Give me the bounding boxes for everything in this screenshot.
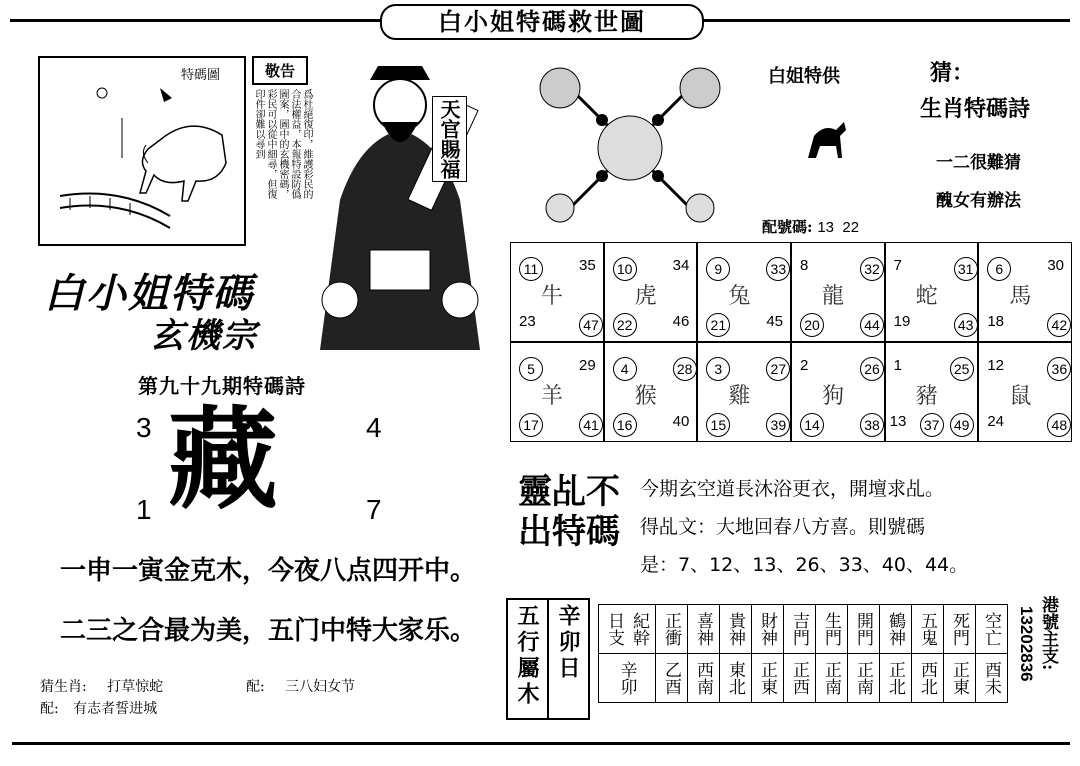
zodiac-number: 41 [579, 413, 603, 437]
zodiac-cell [791, 242, 885, 342]
logo-line1: 白小姐特碼 [44, 271, 254, 317]
almanac-header-cell: 喜神 [688, 605, 720, 654]
zodiac-animal-label: 牛 [541, 284, 564, 309]
notice-text: 爲杜絕復印，維護彩民的合法權益，本報特設防僞圖案，圖中的玄機密碼，彩民可以從中細尋，但復印件卻難以尋到 [253, 89, 312, 199]
almanac-table-wrapper [598, 604, 1008, 703]
almanac-header-cell: 開門 [848, 605, 880, 654]
almanac-value-cell: 正南 [816, 654, 848, 703]
zodiac-cell [604, 342, 698, 442]
zodiac-number: 14 [800, 413, 824, 437]
zodiac-number: 35 [579, 257, 596, 274]
zodiac-number: 19 [893, 313, 911, 330]
almanac-header-cell: 五鬼 [912, 605, 944, 654]
hk-number-label: 港號主支: [1038, 596, 1058, 671]
zodiac-number: 4 [613, 357, 637, 381]
almanac-header-cell: 紀幹日支 [599, 605, 656, 654]
zodiac-number: 40 [672, 413, 690, 430]
zodiac-number: 5 [519, 357, 543, 381]
zodiac-cell [510, 242, 604, 342]
god-banner: 天官賜福 [432, 96, 467, 182]
zodiac-number: 44 [860, 313, 884, 337]
top-banner [0, 0, 1080, 40]
almanac-header-cell: 鶴神 [880, 605, 912, 654]
zodiac-animal-label: 鼠 [1009, 384, 1032, 409]
pairing-row [762, 216, 859, 237]
zodiac-number: 36 [1047, 357, 1071, 381]
almanac-value-cell: 正東 [944, 654, 976, 703]
guess-value: 打草惊蛇 [107, 679, 164, 695]
zodiac-number: 7 [893, 257, 902, 274]
almanac-value-cell: 西南 [688, 654, 720, 703]
almanac-header-cell: 生門 [816, 605, 848, 654]
notice-title: 敬告 [252, 56, 308, 85]
zodiac-cell [697, 342, 791, 442]
zodiac-animal-label: 虎 [634, 284, 657, 309]
hk-number-value: 13202836 [1017, 606, 1036, 682]
almanac-header-cell: 貴神 [720, 605, 752, 654]
zodiac-number: 16 [613, 413, 637, 437]
zodiac-cell [791, 342, 885, 442]
zodiac-cell [885, 342, 979, 442]
zodiac-animal-label: 羊 [541, 384, 564, 409]
big-character: 藏 [168, 396, 278, 524]
zodiac-number: 46 [672, 313, 690, 330]
almanac-value-cell: 乙酉 [656, 654, 688, 703]
almanac-value-cell: 正西 [784, 654, 816, 703]
god-of-fortune-illustration [300, 60, 500, 350]
zodiac-animal-label: 兔 [728, 284, 751, 309]
zodiac-poem-title: 生肖特碼詩 [920, 97, 1031, 122]
zodiac-number: 23 [519, 313, 536, 330]
almanac-table [598, 604, 1008, 703]
banner-rule-right [700, 19, 1070, 22]
almanac-value-row [599, 654, 1008, 703]
guess-label: 猜生肖: [40, 679, 87, 695]
map-drawing [40, 58, 244, 244]
zodiac-cell [978, 342, 1072, 442]
zodiac-number: 17 [519, 413, 543, 437]
zodiac-animal-label: 雞 [728, 384, 751, 409]
zodiac-number: 45 [766, 313, 784, 330]
zodiac-number: 37 [920, 413, 944, 437]
zodiac-number: 33 [766, 257, 790, 281]
almanac-header-cell: 空亡 [976, 605, 1008, 654]
poem-title: 第九十九期特碼詩 [138, 374, 306, 398]
zodiac-moons-diagram [530, 58, 730, 228]
zodiac-cell [885, 242, 979, 342]
logo-line2: 玄機宗 [150, 316, 258, 356]
zodiac-number: 21 [706, 313, 730, 337]
zodiac-cell [604, 242, 698, 342]
zodiac-poem-line-1: 一二很難猜 [936, 153, 1021, 173]
zodiac-number: 12 [987, 357, 1005, 374]
zodiac-animal-label: 蛇 [915, 284, 938, 309]
corner-num-tl: 3 [136, 412, 152, 443]
oracle-line-2: 得乩文：大地回春八方喜。則號碼 [640, 516, 926, 538]
zodiac-cell [697, 242, 791, 342]
pairing-label: 配號碼: [762, 218, 813, 236]
zodiac-number: 32 [860, 257, 884, 281]
zodiac-number: 2 [800, 357, 809, 374]
day-stem-text: 辛卯日 [555, 604, 581, 682]
oracle-line-1: 今期玄空道長沐浴更衣，開壇求乩。 [640, 478, 945, 500]
zodiac-number: 20 [800, 313, 824, 337]
five-elements-box [506, 598, 590, 720]
zodiac-number: 47 [579, 313, 603, 337]
zodiac-number: 22 [613, 313, 637, 337]
zodiac-number: 15 [706, 413, 730, 437]
pair-label-2: 配: [40, 701, 59, 717]
zodiac-cell [978, 242, 1072, 342]
almanac-value-cell: 正東 [752, 654, 784, 703]
almanac-value-cell: 正南 [848, 654, 880, 703]
zodiac-number: 13 [889, 413, 907, 430]
map-label: 特碼圖 [180, 68, 220, 83]
zodiac-number: 9 [706, 257, 730, 281]
zodiac-number: 43 [954, 313, 978, 337]
zodiac-poem-line-2: 醜女有辦法 [936, 191, 1021, 211]
zodiac-number: 24 [987, 413, 1005, 430]
zodiac-animal-label: 豬 [915, 384, 938, 409]
zodiac-number: 49 [950, 413, 974, 437]
pair-row-1 [246, 676, 355, 696]
pair-label-1: 配: [246, 679, 265, 695]
special-map [38, 56, 246, 246]
corner-num-tr: 4 [366, 412, 382, 443]
corner-num-bl: 1 [136, 494, 152, 525]
almanac-header-cell: 正衝 [656, 605, 688, 654]
pair-value-1: 三八妇女节 [285, 679, 356, 695]
bottom-rule [12, 742, 1070, 745]
almanac-value-cell: 正北 [880, 654, 912, 703]
zodiac-number: 39 [766, 413, 790, 437]
horse-icon [800, 118, 850, 168]
almanac-value-cell: 西北 [912, 654, 944, 703]
zodiac-number: 27 [766, 357, 790, 381]
zodiac-number: 18 [987, 313, 1005, 330]
oracle-line-3: 是：7、12、13、26、33、40、44。 [640, 554, 969, 576]
zodiac-number: 6 [987, 257, 1011, 281]
almanac-header-cell: 吉門 [784, 605, 816, 654]
pair-value-2: 有志者誓进城 [73, 701, 158, 717]
zodiac-number: 48 [1047, 413, 1071, 437]
poem-line-1: 一申一寅金克木，今夜八点四开中。 [60, 556, 477, 586]
poem-line-2: 二三之合最为美，五门中特大家乐。 [60, 616, 477, 646]
almanac-value-cell: 東北 [720, 654, 752, 703]
zodiac-number: 8 [800, 257, 809, 274]
zodiac-cell [510, 342, 604, 442]
zodiac-number-grid [510, 242, 1072, 442]
pairing-values: 13 22 [817, 219, 860, 236]
almanac-header-cell: 死門 [944, 605, 976, 654]
banner-title: 白小姐特碼救世圖 [380, 4, 704, 40]
zodiac-number: 25 [950, 357, 974, 381]
zodiac-number: 42 [1047, 313, 1071, 337]
zodiac-animal-label: 猴 [634, 384, 657, 409]
supply-label: 白姐特供 [768, 66, 840, 87]
banner-rule-left [10, 19, 380, 22]
zodiac-number: 1 [893, 357, 902, 374]
zodiac-number: 28 [673, 357, 697, 381]
almanac-header-row [599, 605, 1008, 654]
guess-row [40, 676, 163, 696]
pair-row-2 [40, 698, 157, 718]
zodiac-animal-label: 龍 [822, 284, 845, 309]
zodiac-animal-label: 馬 [1009, 284, 1032, 309]
zodiac-number: 26 [860, 357, 884, 381]
zodiac-number: 38 [860, 413, 884, 437]
almanac-value-cell: 辛卯 [599, 654, 656, 703]
five-elements-text: 五行屬木 [508, 600, 549, 718]
oracle-logo: 靈乩不出特碼 [518, 472, 620, 552]
corner-num-br: 7 [366, 494, 382, 525]
zodiac-number: 34 [672, 257, 690, 274]
zodiac-number: 3 [706, 357, 730, 381]
almanac-value-cell: 酉未 [976, 654, 1008, 703]
zodiac-animal-label: 狗 [822, 384, 845, 409]
zodiac-number: 30 [1047, 257, 1065, 274]
zodiac-number: 31 [954, 257, 978, 281]
almanac-header-cell: 財神 [752, 605, 784, 654]
zodiac-number: 10 [613, 257, 637, 281]
zodiac-number: 11 [519, 257, 543, 281]
zodiac-number: 29 [579, 357, 596, 374]
guess-heading: 猜： [930, 60, 975, 86]
